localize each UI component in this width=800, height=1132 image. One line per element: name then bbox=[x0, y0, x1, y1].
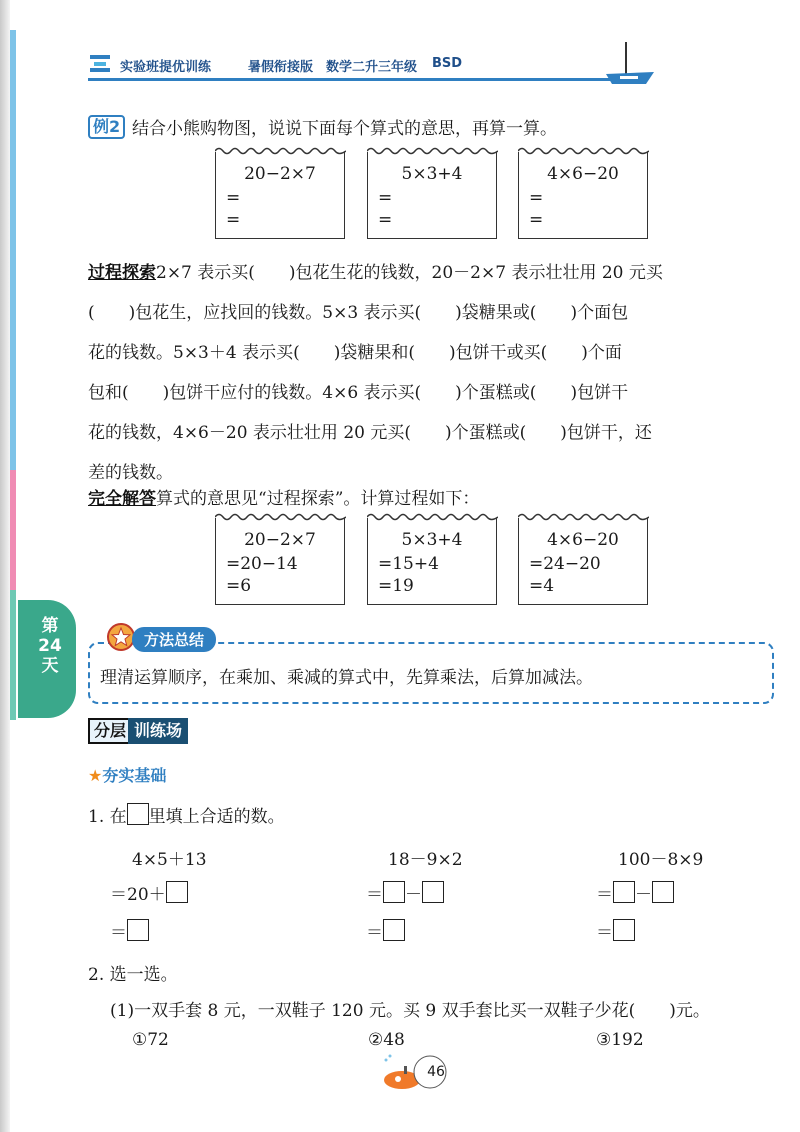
option-3[interactable]: ③192 bbox=[596, 1030, 644, 1050]
section-heading bbox=[88, 718, 188, 744]
question-2-title: 2. 选一选。 bbox=[88, 965, 178, 985]
card-step-1: =24−20 bbox=[529, 554, 601, 574]
header-code: BSD bbox=[432, 56, 463, 71]
option-1[interactable]: ①72 bbox=[132, 1030, 169, 1050]
q1-expression-3: 100－8×9 bbox=[618, 850, 704, 870]
example-label: 例2 bbox=[88, 115, 125, 139]
page-number: 46 bbox=[427, 1064, 445, 1080]
method-title: 方法总结 bbox=[132, 627, 216, 652]
brand-logo-icon bbox=[88, 52, 114, 74]
card-step-1: = bbox=[529, 188, 544, 208]
q1-step-1-2: ＝ bbox=[110, 918, 149, 943]
process-line-3: 花的钱数。5×3＋4 表示买( )袋糖果和( )包饼干或买( )个面 bbox=[88, 343, 622, 363]
card-expression: 20−2×7 bbox=[244, 530, 316, 550]
answer-box[interactable] bbox=[383, 881, 405, 903]
card-step-2: = bbox=[226, 210, 241, 230]
answer-box[interactable] bbox=[166, 881, 188, 903]
header-subject: 数学二升三年级 bbox=[326, 60, 418, 75]
edge-stripe-blue bbox=[10, 30, 16, 470]
q1-step-2-2: ＝ bbox=[366, 918, 405, 943]
boat-icon bbox=[600, 40, 660, 90]
card-expression: 4×6−20 bbox=[547, 164, 619, 184]
edge-stripe-green bbox=[10, 590, 16, 720]
card-step-2: = bbox=[529, 210, 544, 230]
answer-box[interactable] bbox=[613, 919, 635, 941]
header-brand: 实验班提优训练 bbox=[120, 60, 212, 75]
card-spiral-icon bbox=[518, 146, 649, 156]
card-spiral-icon bbox=[518, 512, 649, 522]
card-step-1: = bbox=[226, 188, 241, 208]
card-step-1: =20−14 bbox=[226, 554, 298, 574]
process-line-6: 差的钱数。 bbox=[88, 463, 173, 483]
process-line-2: ( )包花生，应找回的钱数。5×3 表示买( )袋糖果或( )个面包 bbox=[88, 303, 629, 323]
q1-expression-1: 4×5＋13 bbox=[132, 850, 207, 870]
day-tab-label: 第 24 天 bbox=[38, 616, 62, 676]
card-step-2: = bbox=[378, 210, 393, 230]
answer-card-3 bbox=[518, 518, 648, 605]
header-edition: 暑假衔接版 bbox=[248, 60, 314, 75]
example-prompt: 结合小熊购物图，说说下面每个算式的意思，再算一算。 bbox=[132, 119, 557, 139]
card-step-1: =15+4 bbox=[378, 554, 439, 574]
process-tag: 过程探索 bbox=[88, 263, 156, 283]
q1-step-3-2: ＝ bbox=[596, 918, 635, 943]
card-step-1: = bbox=[378, 188, 393, 208]
q1-step-2-1: ＝ － bbox=[366, 880, 444, 905]
card-expression: 4×6−20 bbox=[547, 530, 619, 550]
answer-box[interactable] bbox=[127, 919, 149, 941]
card-step-2: =6 bbox=[226, 576, 252, 596]
answer-box[interactable] bbox=[383, 919, 405, 941]
answer-line: 完全解答算式的意思见“过程探索”。计算过程如下： bbox=[88, 489, 480, 509]
q1-step-3-1: ＝ － bbox=[596, 880, 674, 905]
process-line-1: 过程探索2×7 表示买( )包花生花的钱数，20－2×7 表示壮壮用 20 元买 bbox=[88, 263, 663, 283]
process-line-4: 包和( )包饼干应付的钱数。4×6 表示买( )个蛋糕或( )包饼干 bbox=[88, 383, 629, 403]
header-rule bbox=[88, 78, 628, 81]
page-edge-shadow bbox=[0, 0, 10, 1132]
answer-box[interactable] bbox=[613, 881, 635, 903]
card-step-2: =4 bbox=[529, 576, 555, 596]
card-spiral-icon bbox=[367, 512, 498, 522]
answer-box[interactable] bbox=[127, 803, 149, 825]
example-card-2 bbox=[367, 152, 497, 239]
question-2-sub1: (1)一双手套 8 元，一双鞋子 120 元。买 9 双手套比买一双鞋子少花( )元。 bbox=[110, 1001, 710, 1021]
answer-card-2 bbox=[367, 518, 497, 605]
section-heading-part2: 训练场 bbox=[128, 718, 188, 744]
card-expression: 5×3+4 bbox=[401, 164, 463, 184]
star-icon: ★ bbox=[88, 766, 103, 785]
question-1-prompt: 1. 在 里填上合适的数。 bbox=[88, 802, 285, 827]
q1-expression-2: 18－9×2 bbox=[388, 850, 463, 870]
answer-card-1 bbox=[215, 518, 345, 605]
card-expression: 5×3+4 bbox=[401, 530, 463, 550]
process-line-5: 花的钱数，4×6－20 表示壮壮用 20 元买( )个蛋糕或( )包饼干，还 bbox=[88, 423, 652, 443]
example-card-1 bbox=[215, 152, 345, 239]
q1-step-1-1: ＝20＋ bbox=[110, 880, 188, 905]
option-2[interactable]: ②48 bbox=[368, 1030, 405, 1050]
card-step-2: =19 bbox=[378, 576, 414, 596]
answer-box[interactable] bbox=[422, 881, 444, 903]
answer-tag: 完全解答 bbox=[88, 489, 156, 509]
answer-box[interactable] bbox=[652, 881, 674, 903]
method-text: 理清运算顺序，在乘加、乘减的算式中，先算乘法，后算加减法。 bbox=[100, 668, 593, 688]
card-spiral-icon bbox=[215, 146, 346, 156]
example-card-3 bbox=[518, 152, 648, 239]
card-spiral-icon bbox=[367, 146, 498, 156]
subsection-heading: ★夯实基础 bbox=[88, 766, 167, 785]
section-heading-part1: 分层 bbox=[88, 718, 132, 744]
card-expression: 20−2×7 bbox=[244, 164, 316, 184]
edge-stripe-pink bbox=[10, 470, 16, 590]
card-spiral-icon bbox=[215, 512, 346, 522]
